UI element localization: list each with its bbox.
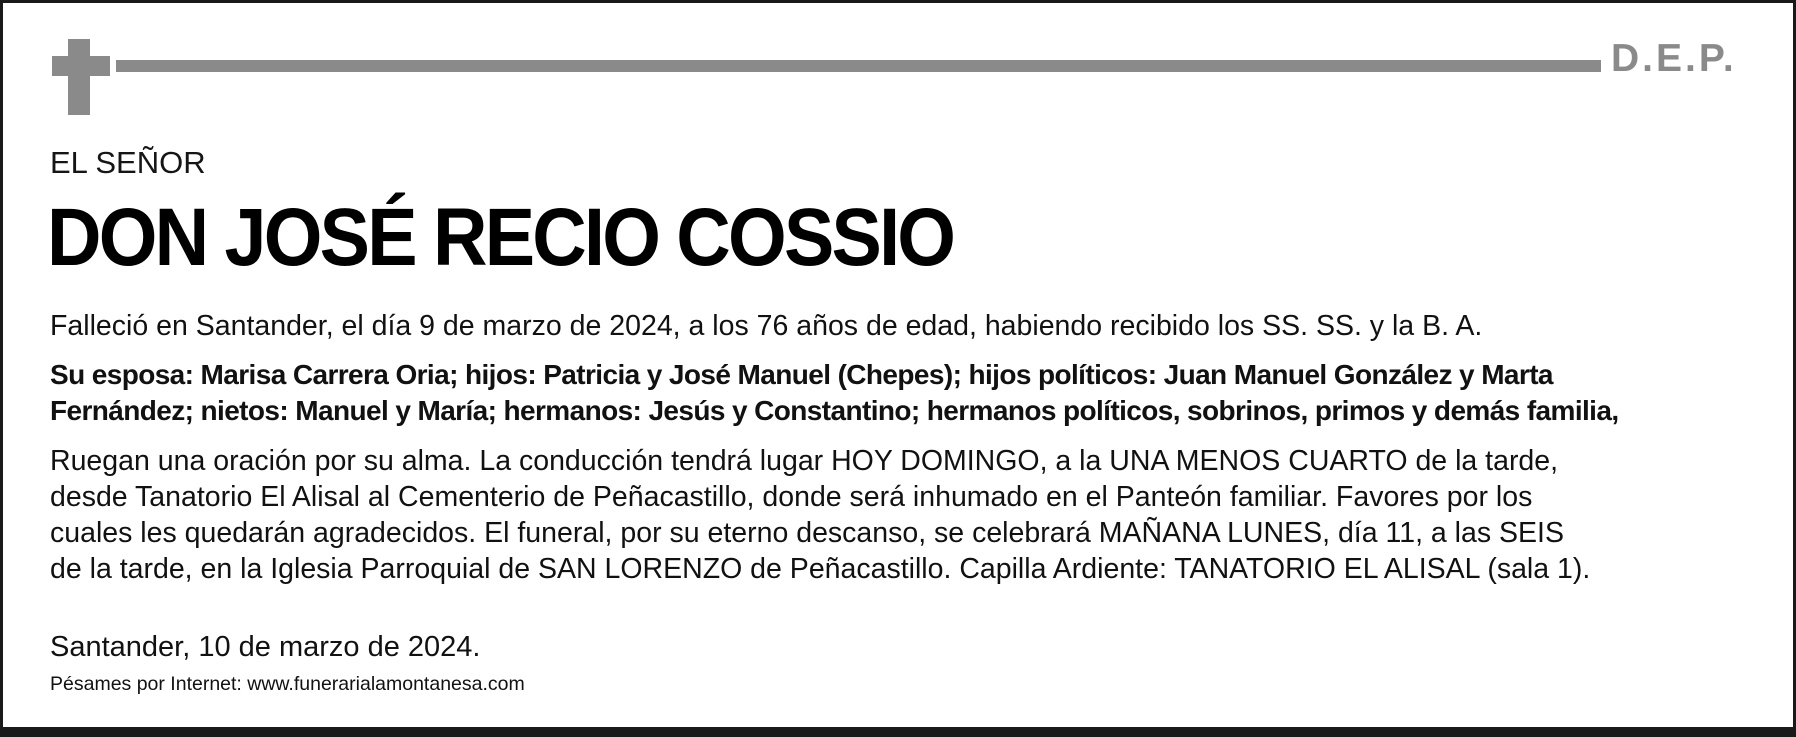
condolences-website: Pésames por Internet: www.funerarialamontanesa.com <box>50 673 525 695</box>
announcement-line: cuales les quedarán agradecidos. El funeral, por su eterno descanso, se celebrará MAÑANA LUNES, día 11, a las SEIS <box>50 517 1564 549</box>
funeral-announcement <box>50 443 1750 587</box>
announcement-line: de la tarde, en la Iglesia Parroquial de SAN LORENZO de Peñacastillo. Capilla Ardiente: TANATORIO EL ALISAL (sala 1). <box>50 553 1591 585</box>
header-rule <box>116 60 1601 72</box>
announcement-line: desde Tanatorio El Alisal al Cementerio de Peñacastillo, donde será inhumado en el Panteón familiar. Favores por los <box>50 481 1533 513</box>
dep-label: D.E.P. <box>1611 37 1737 80</box>
deceased-name: DON JOSÉ RECIO COSSIO <box>47 192 954 283</box>
family-line: Fernández; nietos: Manuel y María; hermanos: Jesús y Constantino; hermanos políticos, sobrinos, primos y demás familia, <box>50 395 1619 426</box>
latin-cross-icon <box>52 39 112 115</box>
cross-vertical-bar <box>68 39 90 115</box>
cross-horizontal-bar <box>52 56 110 76</box>
death-info: Falleció en Santander, el día 9 de marzo de 2024, a los 76 años de edad, habiendo recibido los SS. SS. y la B. A. <box>50 310 1483 342</box>
family-line: Su esposa: Marisa Carrera Oria; hijos: Patricia y José Manuel (Chepes); hijos políticos: Juan Manuel González y Marta <box>50 359 1553 390</box>
announcement-line: Ruegan una oración por su alma. La conducción tendrá lugar HOY DOMINGO, a la UNA MENOS CUARTO de la tarde, <box>50 445 1559 477</box>
family-list <box>50 357 1785 429</box>
date-place: Santander, 10 de marzo de 2024. <box>50 631 481 663</box>
honorific: EL SEÑOR <box>50 145 206 180</box>
